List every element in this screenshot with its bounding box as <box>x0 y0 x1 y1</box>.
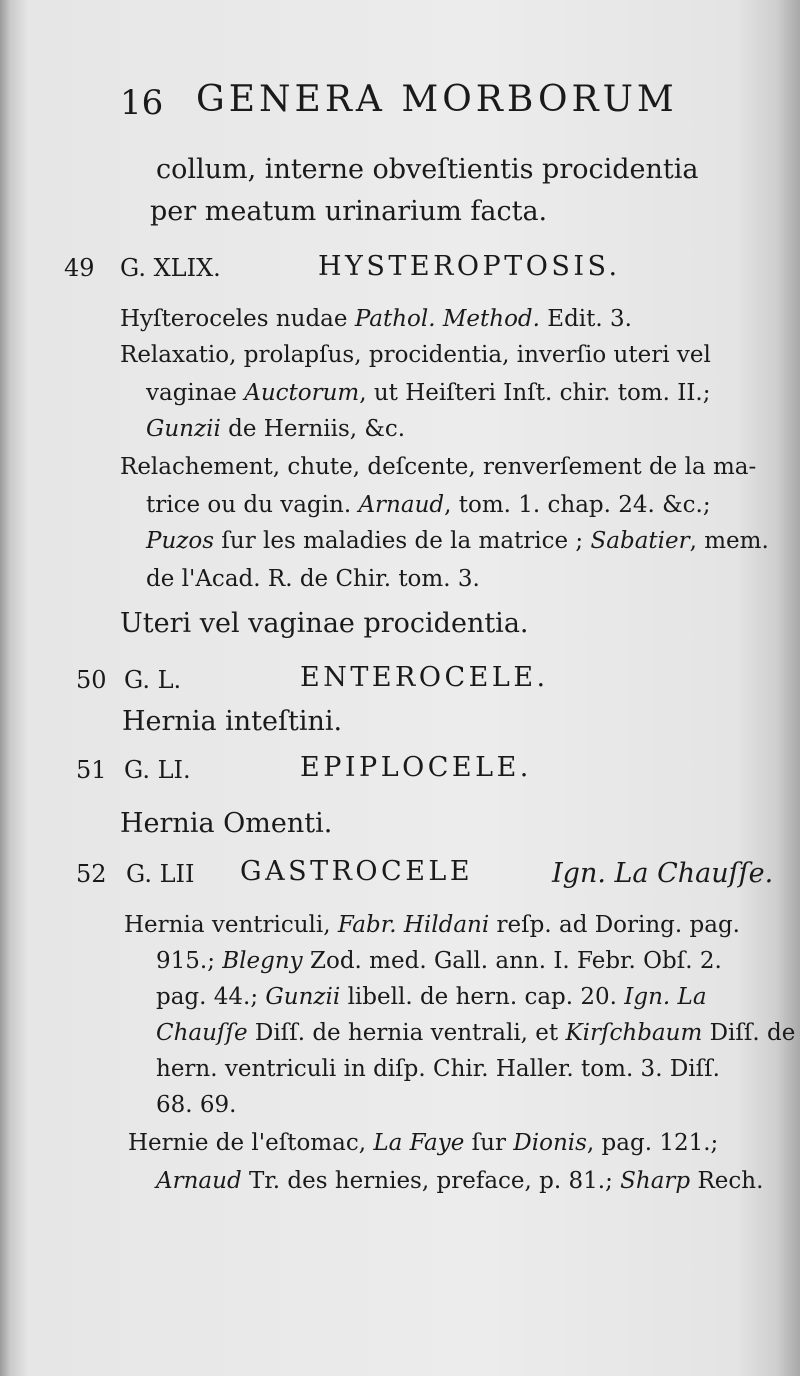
genus-52-author: Ign. La Chauſſe. <box>552 858 774 889</box>
genus-50-number: 50 <box>76 666 107 694</box>
page-number: 16 <box>120 83 164 123</box>
genus-52-ref-1-line-6: 68. 69. <box>156 1092 237 1118</box>
genus-52-ref-1-line-3: pag. 44.; Gunzii libell. de hern. cap. 20. Ign. La <box>156 984 707 1010</box>
genus-49-ref-3-line-4: de l'Acad. R. de Chir. tom. 3. <box>146 566 480 592</box>
genus-49-ref-2-line-3: Gunzii de Herniis, &c. <box>146 416 406 442</box>
genus-50-name: ENTEROCELE. <box>300 662 549 693</box>
intro-line-2: per meatum urinarium facta. <box>150 196 548 227</box>
intro-line-1: collum, interne obveſtientis procidentia <box>156 154 699 185</box>
genus-52-ref-2-line-2: Arnaud Tr. des hernies, preface, p. 81.; Sharp Rech. <box>156 1168 764 1194</box>
genus-51-code: G. LI. <box>124 756 191 784</box>
genus-52-ref-1-line-2: 915.; Blegny Zod. med. Gall. ann. I. Febr. Obſ. 2. <box>156 948 722 974</box>
genus-52-ref-1-line-4: Chauſſe Diſſ. de hernia ventrali, et Kirſchbaum Diſſ. de <box>156 1020 796 1046</box>
genus-49-ref-2-line-1: Relaxatio, prolapſus, procidentia, inverſio uteri vel <box>120 342 711 368</box>
running-title: GENERA MORBORUM <box>196 79 678 120</box>
genus-50-synonym: Hernia inteſtini. <box>122 706 343 737</box>
genus-52-code: G. LII <box>126 860 195 888</box>
genus-51-synonym: Hernia Omenti. <box>120 808 333 839</box>
genus-52-name: GASTROCELE <box>240 856 474 887</box>
genus-52-ref-1-line-1: Hernia ventriculi, Fabr. Hildani reſp. ad Doring. pag. <box>124 912 740 938</box>
genus-49-ref-1: Hyſteroceles nudae Pathol. Method. Edit. 3. <box>120 306 632 332</box>
genus-49-name: HYSTEROPTOSIS. <box>318 251 621 282</box>
genus-49-code: G. XLIX. <box>120 254 221 282</box>
genus-51-number: 51 <box>76 756 107 784</box>
genus-49-synonym: Uteri vel vaginae procidentia. <box>120 608 529 639</box>
genus-49-ref-3-line-2: trice ou du vagin. Arnaud, tom. 1. chap. 24. &c.; <box>146 492 711 518</box>
genus-49-ref-2-line-2: vaginae Auctorum, ut Heiſteri Inſt. chir. tom. II.; <box>146 380 711 406</box>
genus-50-code: G. L. <box>124 666 182 694</box>
genus-49-ref-3-line-1: Relachement, chute, deſcente, renverſement de la ma- <box>120 454 757 480</box>
genus-51-name: EPIPLOCELE. <box>300 752 532 783</box>
genus-52-ref-1-line-5: hern. ventriculi in diſp. Chir. Haller. tom. 3. Diſſ. <box>156 1056 720 1082</box>
genus-52-ref-2-line-1: Hernie de l'eſtomac, La Faye ſur Dionis, pag. 121.; <box>128 1130 719 1156</box>
genus-49-ref-3-line-3: Puzos ſur les maladies de la matrice ; Sabatier, mem. <box>146 528 769 554</box>
genus-49-number: 49 <box>64 254 95 282</box>
genus-52-number: 52 <box>76 860 107 888</box>
